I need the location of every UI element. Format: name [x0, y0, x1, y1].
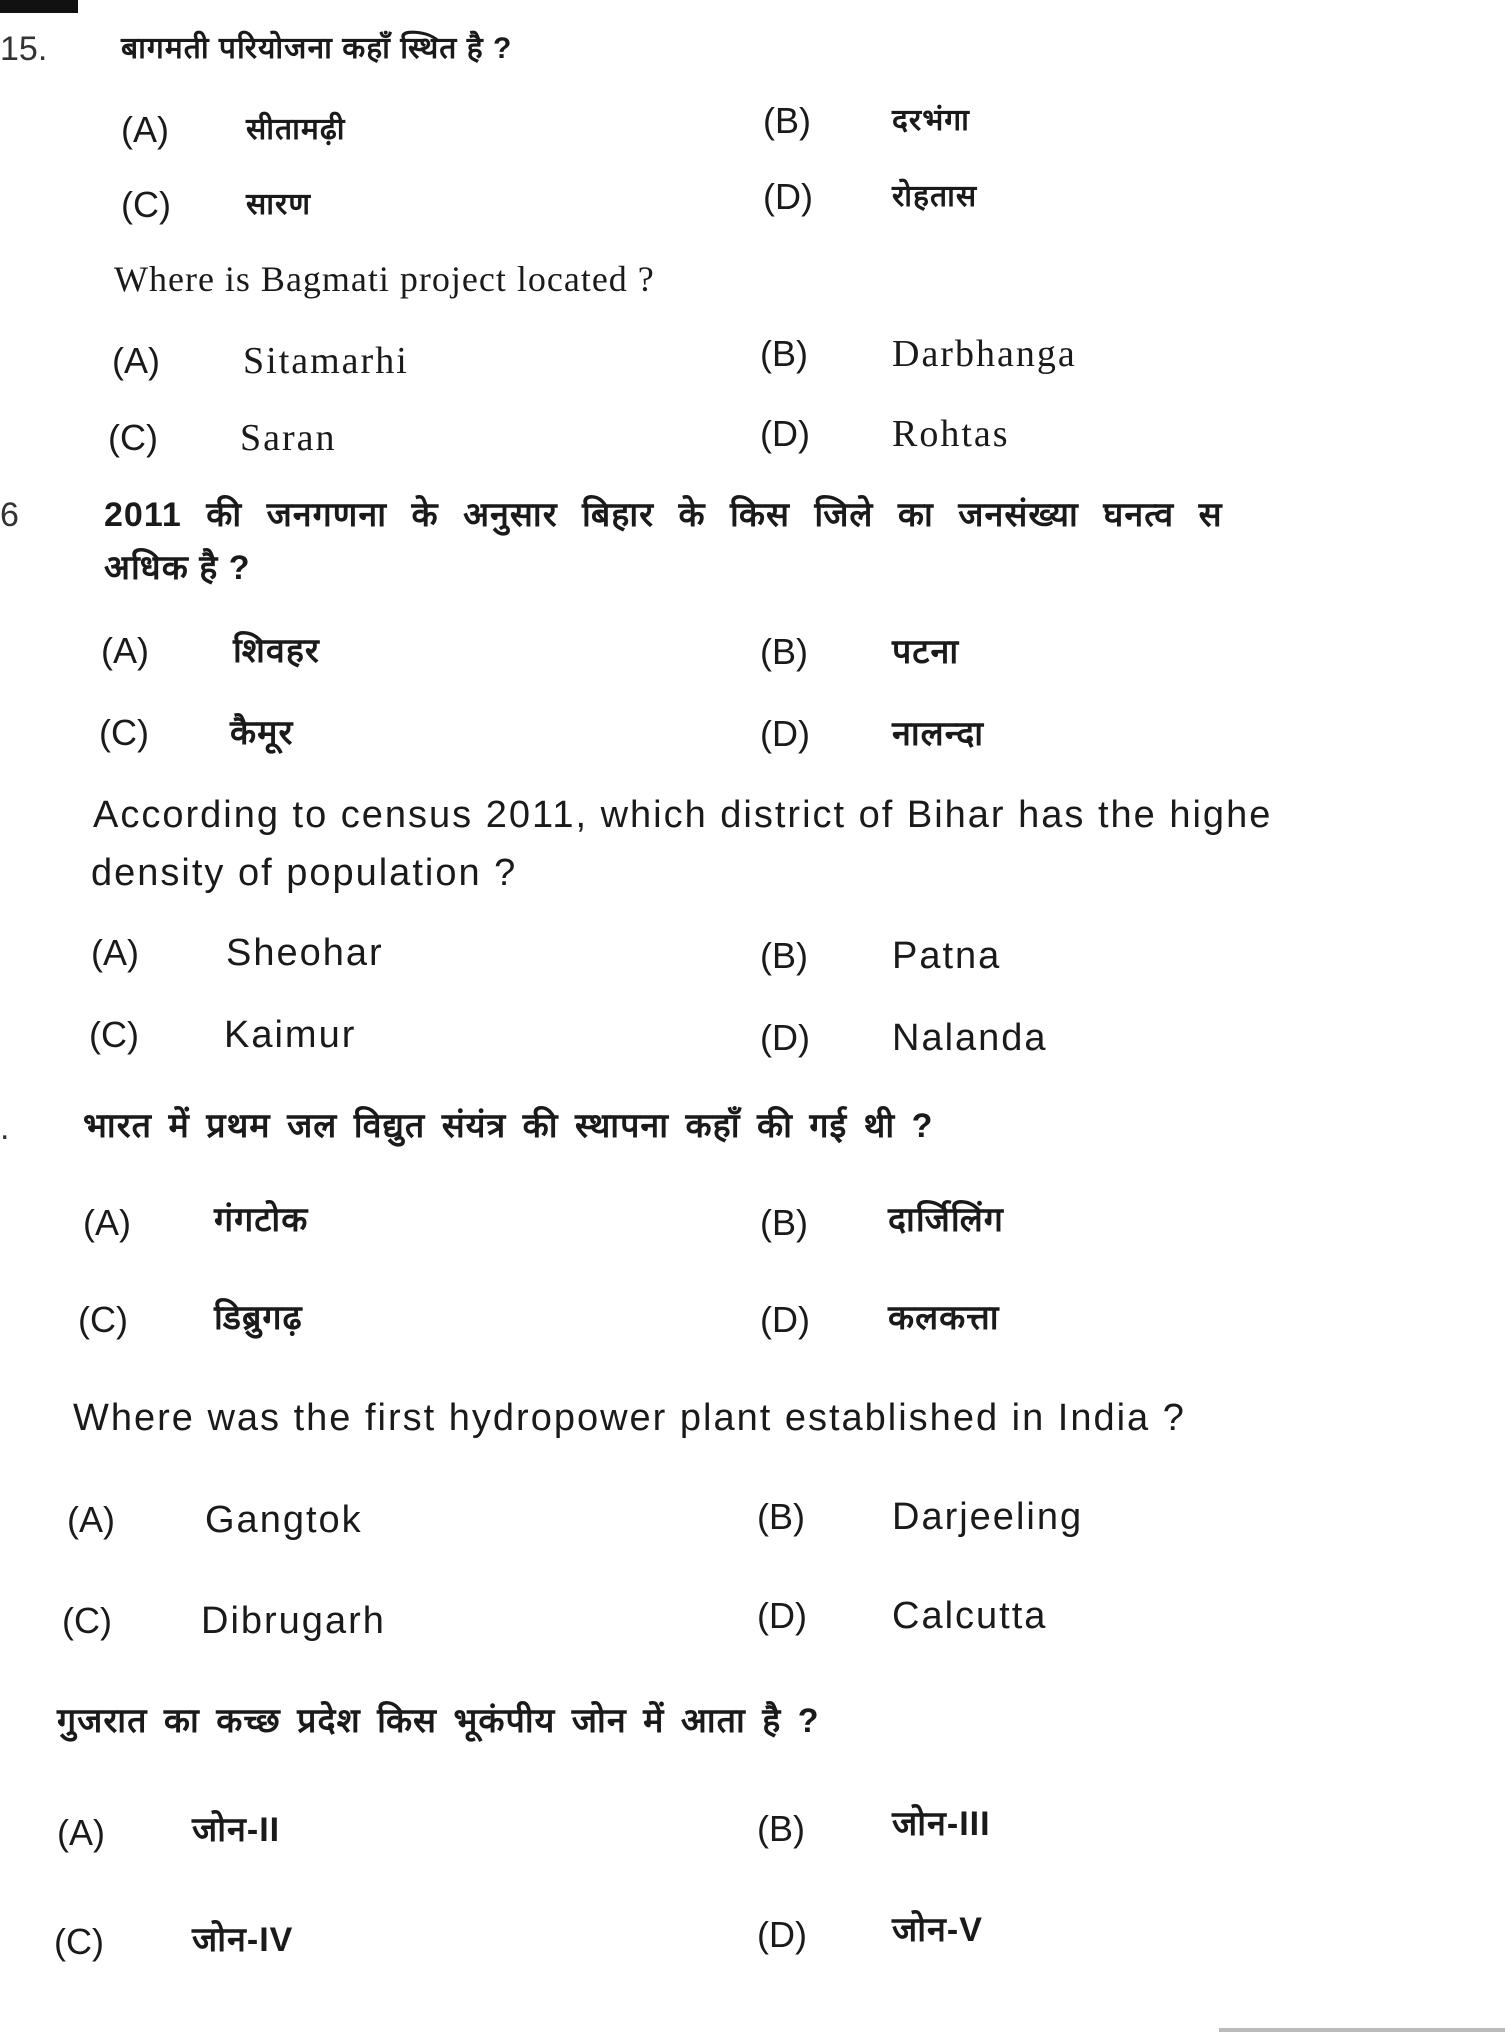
option-label: (A)	[91, 932, 139, 973]
option-label: (C)	[54, 1921, 104, 1962]
option-text: डिब्रुगढ़	[214, 1299, 303, 1337]
option-label: (B)	[757, 1496, 805, 1537]
question-text-hindi: अधिक है ?	[104, 549, 251, 587]
option-label: (B)	[760, 333, 808, 374]
option-text: जोन-III	[892, 1805, 991, 1843]
option-text: Gangtok	[205, 1499, 363, 1541]
option-text: Sheohar	[226, 932, 384, 974]
option-text: Dibrugarh	[201, 1600, 386, 1642]
option-text: रोहतास	[892, 180, 978, 213]
option-text: कैमूर	[230, 714, 294, 752]
option-text: जोन-IV	[192, 1921, 294, 1959]
question-text-english: Where is Bagmati project located ?	[114, 259, 655, 299]
option-label: (D)	[760, 413, 810, 454]
option-label: (C)	[89, 1014, 139, 1055]
option-text: नालन्दा	[892, 715, 985, 753]
question-text-hindi: गुजरात का कच्छ प्रदेश किस भूकंपीय जोन में आता है ?	[57, 1702, 820, 1740]
question-number: 6	[0, 496, 19, 534]
option-label: (D)	[757, 1595, 807, 1636]
option-label: (C)	[78, 1299, 128, 1340]
option-text: गंगटोक	[214, 1201, 309, 1239]
option-label: (A)	[57, 1812, 105, 1853]
option-text: पटना	[892, 633, 960, 671]
option-label: (B)	[763, 100, 811, 141]
option-label: (C)	[121, 184, 171, 225]
option-text: Darjeeling	[892, 1496, 1084, 1538]
option-label: (C)	[62, 1600, 112, 1641]
option-label: (B)	[760, 631, 808, 672]
option-text: दार्जिलिंग	[888, 1201, 1004, 1239]
option-text: Rohtas	[892, 413, 1010, 455]
option-text: सारण	[246, 188, 312, 221]
option-label: (D)	[760, 1299, 810, 1340]
question-text-hindi: बागमती परियोजना कहाँ स्थित है ?	[121, 32, 513, 65]
option-label: (D)	[760, 1017, 810, 1058]
option-label: (C)	[99, 712, 149, 753]
option-text: Nalanda	[892, 1017, 1048, 1059]
option-label: (A)	[101, 630, 149, 671]
option-text: Kaimur	[224, 1014, 357, 1056]
question-number: 15.	[0, 30, 48, 68]
question-text-english: According to census 2011, which district of Bihar has the highe	[93, 794, 1273, 836]
option-text: Patna	[892, 935, 1002, 977]
option-text: कलकत्ता	[888, 1299, 1000, 1337]
option-label: (A)	[112, 340, 160, 381]
option-text: जोन-V	[892, 1911, 983, 1949]
option-text: शिवहर	[233, 632, 320, 670]
option-text: Saran	[240, 417, 337, 459]
option-label: (C)	[108, 417, 158, 458]
option-text: दरभंगा	[892, 104, 970, 137]
option-label: (D)	[757, 1914, 807, 1955]
option-label: (A)	[121, 109, 169, 150]
option-text: Calcutta	[892, 1595, 1048, 1637]
option-text: सीतामढ़ी	[246, 113, 346, 146]
question-number: .	[0, 1109, 10, 1147]
question-text-english: Where was the first hydropower plant established in India ?	[73, 1397, 1186, 1439]
scan-edge-mark	[0, 0, 78, 13]
option-label: (B)	[760, 1202, 808, 1243]
option-label: (B)	[760, 935, 808, 976]
option-label: (D)	[763, 176, 813, 217]
option-text: Darbhanga	[892, 333, 1077, 375]
option-text: Sitamarhi	[243, 340, 409, 382]
option-label: (D)	[760, 713, 810, 754]
option-text: जोन-II	[192, 1811, 281, 1849]
question-text-hindi: 2011 की जनगणना के अनुसार बिहार के किस जिले का जनसंख्या घनत्व स	[104, 496, 1223, 534]
option-label: (A)	[67, 1499, 115, 1540]
option-label: (A)	[83, 1202, 131, 1243]
question-text-hindi: भारत में प्रथम जल विद्युत संयंत्र की स्थापना कहाँ की गई थी ?	[83, 1107, 934, 1145]
question-text-english: density of population ?	[91, 852, 518, 894]
page-footer-rule	[1219, 2028, 1505, 2032]
option-label: (B)	[757, 1808, 805, 1849]
